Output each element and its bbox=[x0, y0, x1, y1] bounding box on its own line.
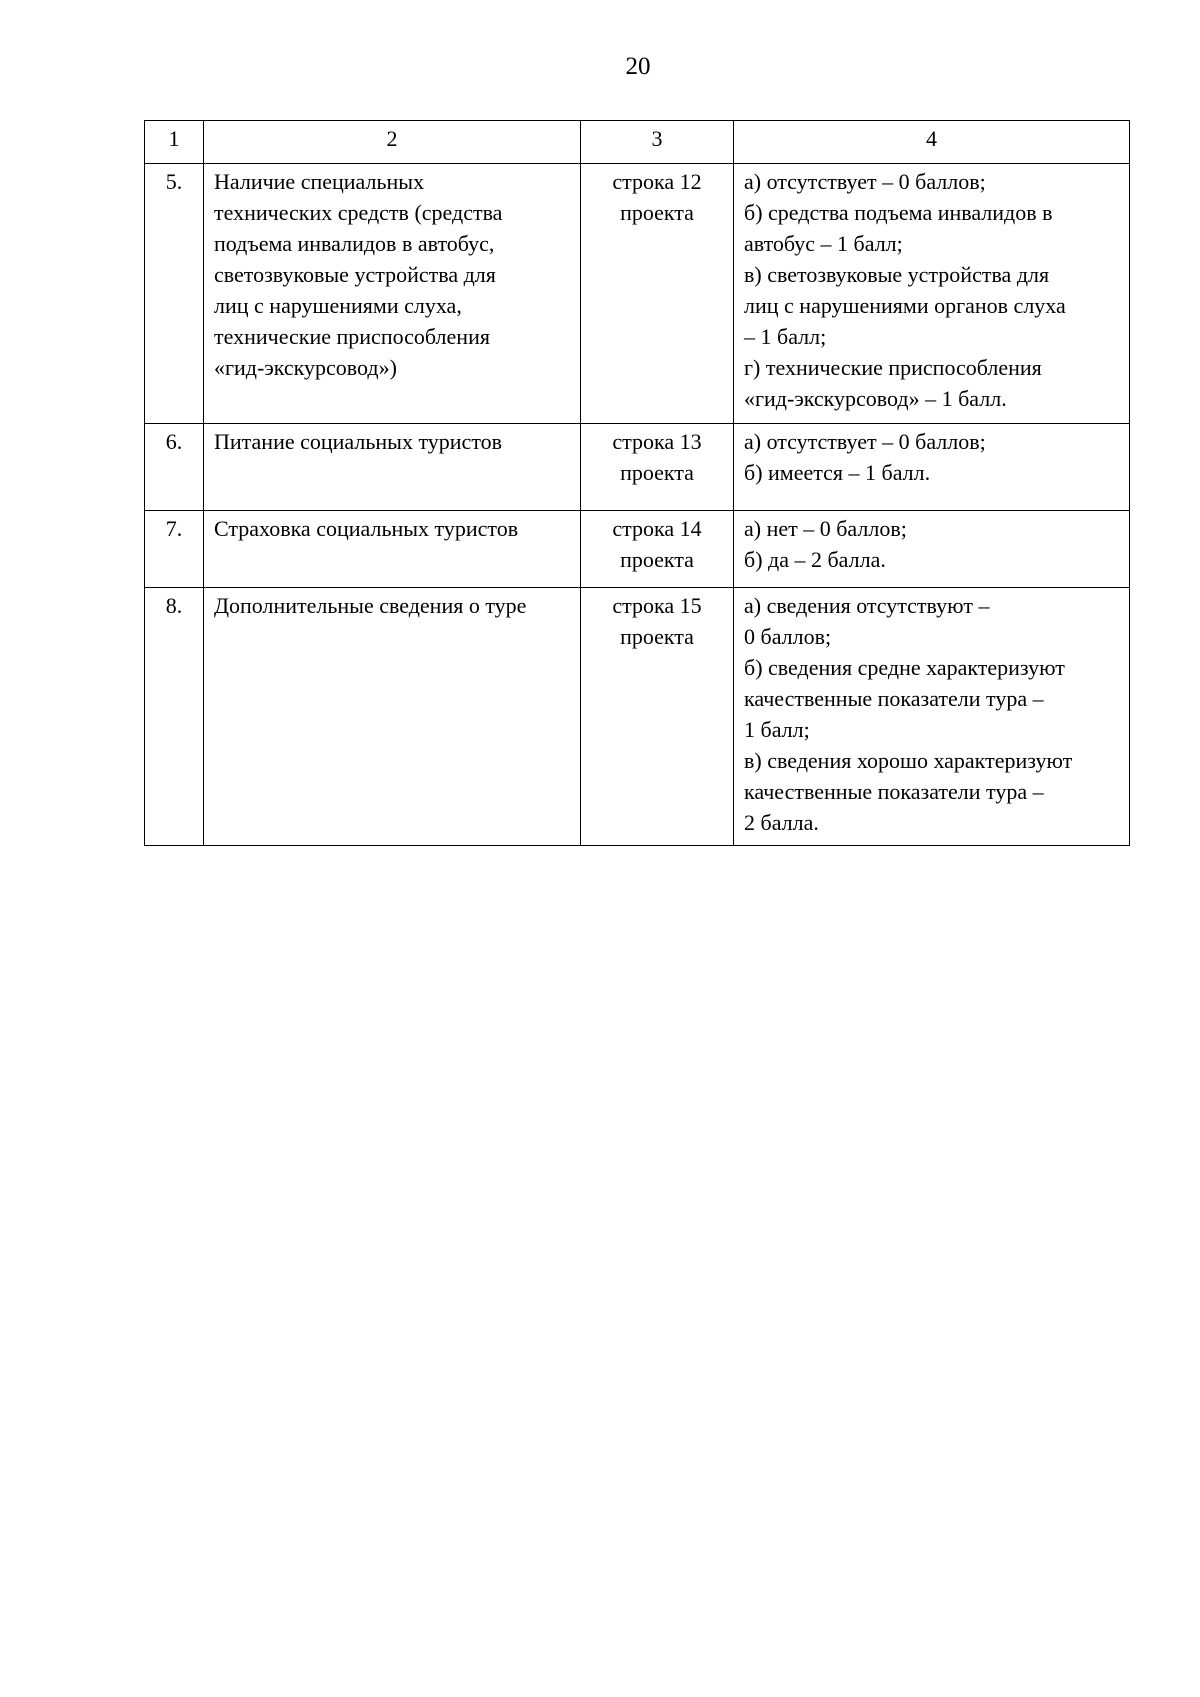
criterion-cell bbox=[204, 164, 581, 424]
criterion-line: подъема инвалидов в автобус, bbox=[214, 231, 495, 256]
criteria-table bbox=[144, 120, 1130, 846]
row-number: 8. bbox=[145, 588, 204, 846]
criterion-line: лиц с нарушениями слуха, bbox=[214, 293, 462, 318]
header-cell-2: 2 bbox=[204, 121, 581, 164]
criterion-line: Дополнительные сведения о туре bbox=[214, 593, 527, 618]
criterion-line: «гид-экскурсовод») bbox=[214, 355, 397, 380]
source-line: строка 13 bbox=[612, 429, 702, 454]
criterion-line: Наличие специальных bbox=[214, 169, 425, 194]
table-header-row bbox=[145, 121, 1130, 164]
scoring-line: б) да – 2 балла. bbox=[744, 547, 886, 572]
source-line: строка 12 bbox=[612, 169, 702, 194]
scoring-line: в) сведения хорошо характеризуют bbox=[744, 748, 1073, 773]
scoring-line: б) имеется – 1 балл. bbox=[744, 460, 931, 485]
scoring-line: – 1 балл; bbox=[744, 324, 827, 349]
scoring-cell bbox=[734, 511, 1130, 588]
scoring-line: в) светозвуковые устройства для bbox=[744, 262, 1050, 287]
source-line: проекта bbox=[620, 624, 694, 649]
criterion-cell bbox=[204, 424, 581, 511]
scoring-line: 1 балл; bbox=[744, 717, 810, 742]
table-row bbox=[145, 511, 1130, 588]
table-row bbox=[145, 424, 1130, 511]
scoring-line: а) отсутствует – 0 баллов; bbox=[744, 169, 986, 194]
scoring-line: а) сведения отсутствуют – bbox=[744, 593, 990, 618]
criterion-line: Питание социальных туристов bbox=[214, 429, 503, 454]
criterion-line: светозвуковые устройства для bbox=[214, 262, 496, 287]
source-cell bbox=[581, 164, 734, 424]
source-line: строка 14 bbox=[612, 516, 702, 541]
source-cell bbox=[581, 511, 734, 588]
source-line: проекта bbox=[620, 547, 694, 572]
header-cell-1: 1 bbox=[145, 121, 204, 164]
scoring-line: б) средства подъема инвалидов в bbox=[744, 200, 1053, 225]
scoring-line: качественные показатели тура – bbox=[744, 779, 1044, 804]
criterion-line: технических средств (средства bbox=[214, 200, 503, 225]
table-row bbox=[145, 588, 1130, 846]
scoring-line: а) отсутствует – 0 баллов; bbox=[744, 429, 986, 454]
source-cell bbox=[581, 588, 734, 846]
scoring-line: г) технические приспособления bbox=[744, 355, 1042, 380]
scoring-line: 2 балла. bbox=[744, 810, 819, 835]
criterion-cell bbox=[204, 511, 581, 588]
row-number: 7. bbox=[145, 511, 204, 588]
scoring-cell bbox=[734, 588, 1130, 846]
scoring-cell bbox=[734, 164, 1130, 424]
page-number: 20 bbox=[625, 53, 651, 80]
row-number: 6. bbox=[145, 424, 204, 511]
scoring-line: качественные показатели тура – bbox=[744, 686, 1044, 711]
scoring-line: б) сведения средне характеризуют bbox=[744, 655, 1065, 680]
criterion-line: Страховка социальных туристов bbox=[214, 516, 519, 541]
scoring-line: «гид-экскурсовод» – 1 балл. bbox=[744, 386, 1007, 411]
scoring-line: автобус – 1 балл; bbox=[744, 231, 903, 256]
row-number: 5. bbox=[145, 164, 204, 424]
table-row bbox=[145, 164, 1130, 424]
header-cell-4: 4 bbox=[734, 121, 1130, 164]
scoring-line: лиц с нарушениями органов слуха bbox=[744, 293, 1066, 318]
criterion-line: технические приспособления bbox=[214, 324, 490, 349]
source-line: проекта bbox=[620, 460, 694, 485]
criterion-cell bbox=[204, 588, 581, 846]
scoring-line: 0 баллов; bbox=[744, 624, 832, 649]
source-line: строка 15 bbox=[612, 593, 702, 618]
source-line: проекта bbox=[620, 200, 694, 225]
scoring-cell bbox=[734, 424, 1130, 511]
header-cell-3: 3 bbox=[581, 121, 734, 164]
scoring-line: а) нет – 0 баллов; bbox=[744, 516, 907, 541]
source-cell bbox=[581, 424, 734, 511]
